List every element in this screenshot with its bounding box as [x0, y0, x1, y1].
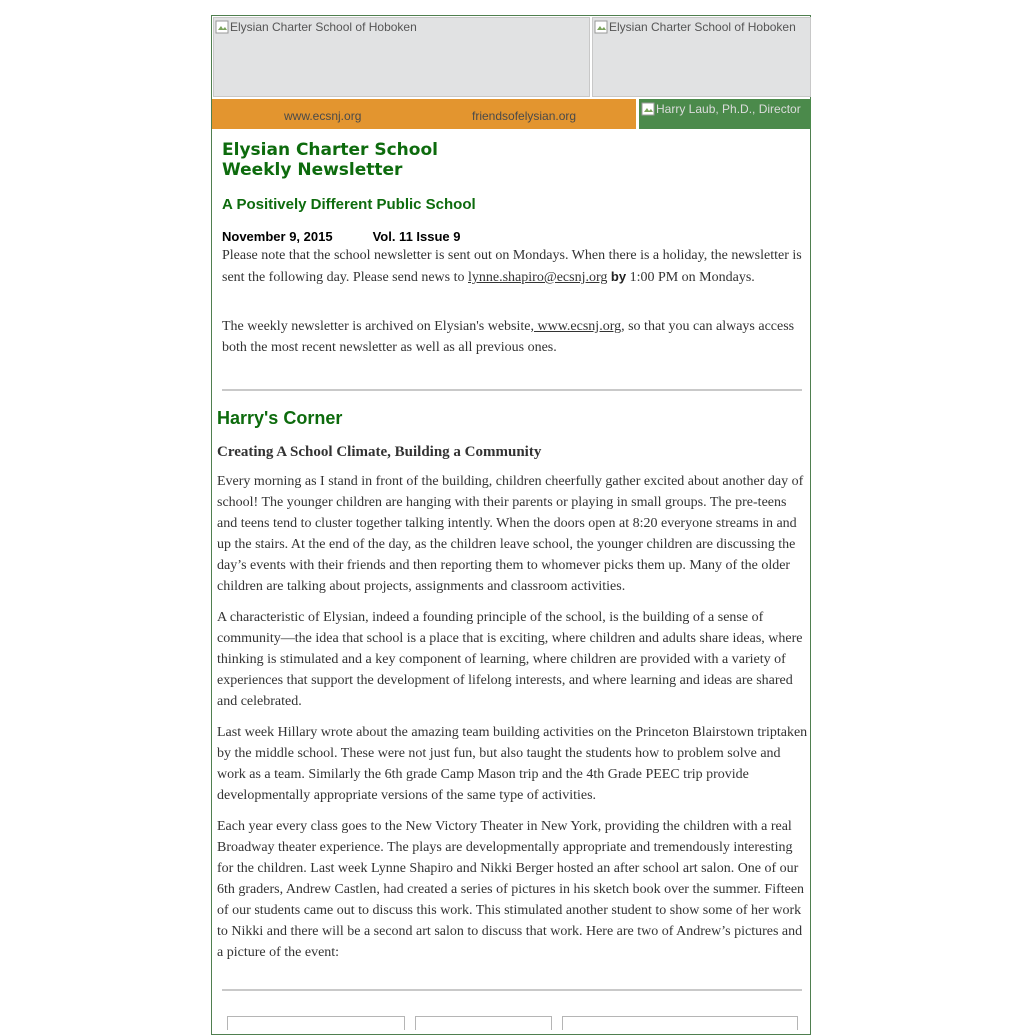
dateline — [222, 229, 461, 244]
article-paragraph: A characteristic of Elysian, indeed a founding principle of the school, is the building of a sense of community—the idea that school is a place that is exciting, where children and adults share ideas, where thinking is stimulated and a key component of learning, where children are provided with a variety of experiences that support the development of lifelong interests, and where learning and ideas are shared and celebrated. — [217, 610, 803, 709]
title-line-2: Weekly Newsletter — [222, 160, 403, 180]
broken-image-icon — [594, 20, 608, 34]
divider — [222, 989, 802, 991]
article-paragraph: Last week Hillary wrote about the amazing team building activities on the Princeton Blairstown triptaken by the middle school. These were not just fun, but also taught the students how to problem solve and work as a team. Similarly the 6th grade Camp Mason trip and the 4th Grade PEEC trip provide developmentally appropriate versions of the same type of activities. — [217, 725, 808, 803]
banner-image-left — [213, 17, 590, 97]
article-paragraph: Each year every class goes to the New Victory Theater in New York, providing the children with a real Broadway theater experience. The plays are developmentally appropriate and tremendously interesting for the children. Last week Lynne Shapiro and Nikki Berger hosted an after school art salon. One of our 6th graders, Andrew Castlen, had created a series of pictures in his sketch book over the summer. Fifteen of our students came out to discuss this work. This stimulated another student to show some of her work to Nikki and there will be a second art salon to discuss that work. Here are two of Andrew’s pictures and a picture of the event: — [217, 819, 805, 960]
by-label: by — [610, 269, 627, 284]
director-image — [639, 99, 811, 129]
notice-text: Please note that the school newsletter is sent out on Mondays. When there is a holiday, the newsletter is sent the following day. Please send news to — [222, 248, 802, 285]
email-link[interactable]: lynne.shapiro@ecsnj.org — [468, 270, 608, 285]
broken-image-icon — [215, 20, 229, 34]
newsletter-frame — [211, 15, 811, 1035]
notice-paragraph-1 — [222, 245, 802, 288]
divider — [222, 389, 802, 391]
links-bar — [212, 99, 636, 129]
photo-placeholder — [227, 1016, 405, 1030]
title-line-1: Elysian Charter School — [222, 140, 438, 160]
photo-placeholder — [562, 1016, 798, 1030]
issue-volume: Vol. 11 Issue 9 — [372, 229, 461, 244]
archive-text: The weekly newsletter is archived on Elysian's website, — [222, 319, 534, 334]
director-alt-text: Harry Laub, Ph.D., Director — [656, 102, 801, 116]
issue-date: November 9, 2015 — [222, 229, 333, 244]
archive-site-link[interactable]: www.ecsnj.org — [534, 319, 622, 334]
friends-link[interactable]: friendsofelysian.org — [472, 109, 577, 123]
site-link[interactable]: www.ecsnj.org — [284, 109, 362, 123]
banner-left-alt-text: Elysian Charter School of Hoboken — [230, 20, 417, 34]
newsletter-title — [222, 140, 438, 180]
photo-placeholder — [415, 1016, 552, 1030]
banner-image-right — [592, 17, 811, 97]
archive-text-end: , so that you can always access both the most recent newsletter as well as all previous ones. — [222, 319, 795, 355]
section-heading: Harry's Corner — [217, 408, 343, 428]
broken-image-icon — [641, 102, 655, 116]
notice-text-end: 1:00 PM on Mondays. — [626, 270, 755, 285]
notice-paragraph-2 — [222, 316, 804, 358]
banner-right-alt-text: Elysian Charter School of Hoboken — [609, 20, 796, 34]
article-subheading: Creating A School Climate, Building a Community — [217, 444, 542, 460]
article-paragraph: Every morning as I stand in front of the building, children cheerfully gather excited about another day of school! The younger children are hanging with their parents or playing in small groups. The pre-teens and teens tend to cluster together talking intently. When the doors open at 8:20 everyone streams in and up the stairs. At the end of the day, as the children leave school, the younger children are discussing the day’s events with their friends and then reporting them to whomever picks them up. Many of the older children are talking about projects, assignments and classroom activities. — [217, 474, 804, 594]
tagline: A Positively Different Public School — [222, 196, 476, 213]
